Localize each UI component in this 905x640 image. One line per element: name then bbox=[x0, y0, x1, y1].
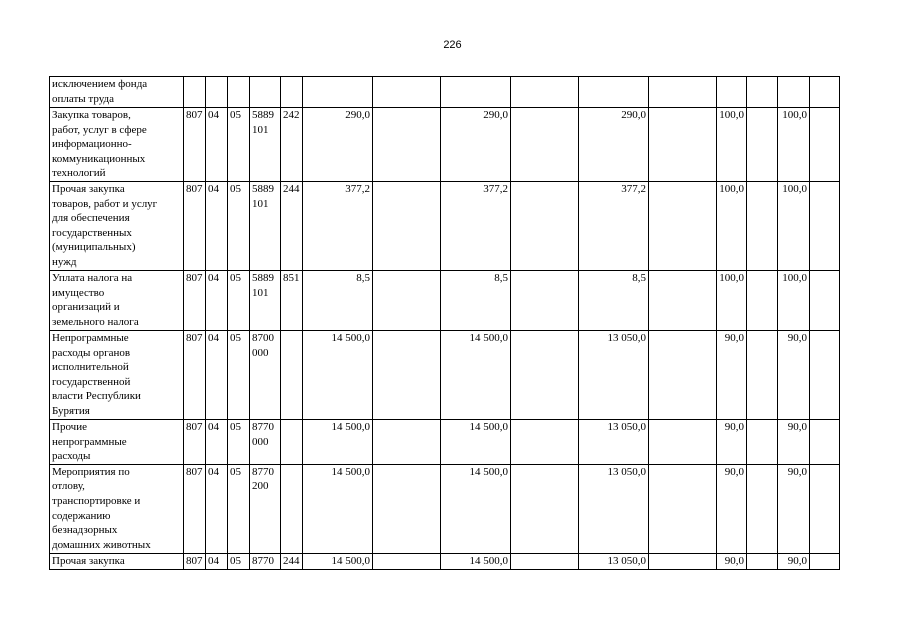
empty-cell bbox=[649, 553, 717, 569]
row-name: Прочая закупка bbox=[50, 553, 184, 569]
empty-cell bbox=[747, 420, 778, 465]
empty-cell bbox=[649, 271, 717, 331]
empty-cell bbox=[649, 182, 717, 271]
row-name: Уплата налога на имущество организаций и земельного налога bbox=[50, 271, 184, 331]
row-grbs-code bbox=[184, 77, 206, 108]
empty-cell bbox=[373, 331, 441, 420]
row-name: Мероприятия по отлову, транспортировке и содержанию безнадзорных домашних животных bbox=[50, 464, 184, 553]
row-sum-3: 13 050,0 bbox=[579, 331, 649, 420]
empty-cell bbox=[810, 464, 840, 553]
empty-cell bbox=[373, 182, 441, 271]
row-percent-1: 100,0 bbox=[717, 182, 747, 271]
row-percent-1: 100,0 bbox=[717, 108, 747, 182]
row-percent-2: 100,0 bbox=[778, 182, 810, 271]
table-row bbox=[50, 420, 840, 465]
empty-cell bbox=[649, 331, 717, 420]
empty-cell bbox=[511, 553, 579, 569]
empty-cell bbox=[747, 553, 778, 569]
row-subsection-code: 05 bbox=[228, 182, 250, 271]
row-sum-1: 14 500,0 bbox=[303, 420, 373, 465]
row-target-article: 8770 200 bbox=[250, 464, 281, 553]
empty-cell bbox=[810, 420, 840, 465]
empty-cell bbox=[810, 553, 840, 569]
empty-cell bbox=[649, 77, 717, 108]
row-sum-2: 14 500,0 bbox=[441, 464, 511, 553]
row-subsection-code: 05 bbox=[228, 108, 250, 182]
row-sum-1: 14 500,0 bbox=[303, 331, 373, 420]
row-sum-1: 14 500,0 bbox=[303, 553, 373, 569]
row-expense-type bbox=[281, 331, 303, 420]
empty-cell bbox=[511, 464, 579, 553]
row-percent-1: 100,0 bbox=[717, 271, 747, 331]
row-section-code: 04 bbox=[206, 271, 228, 331]
row-expense-type: 244 bbox=[281, 553, 303, 569]
row-expense-type: 244 bbox=[281, 182, 303, 271]
empty-cell bbox=[511, 331, 579, 420]
row-sum-2 bbox=[441, 77, 511, 108]
row-sum-2: 14 500,0 bbox=[441, 553, 511, 569]
row-sum-3: 13 050,0 bbox=[579, 553, 649, 569]
row-grbs-code: 807 bbox=[184, 420, 206, 465]
row-target-article: 8770 bbox=[250, 553, 281, 569]
empty-cell bbox=[373, 420, 441, 465]
row-sum-3: 290,0 bbox=[579, 108, 649, 182]
empty-cell bbox=[649, 420, 717, 465]
row-expense-type bbox=[281, 77, 303, 108]
row-sum-3: 13 050,0 bbox=[579, 420, 649, 465]
table-row bbox=[50, 271, 840, 331]
row-percent-2 bbox=[778, 77, 810, 108]
row-percent-2: 90,0 bbox=[778, 464, 810, 553]
row-grbs-code: 807 bbox=[184, 182, 206, 271]
row-sum-2: 377,2 bbox=[441, 182, 511, 271]
row-sum-1: 290,0 bbox=[303, 108, 373, 182]
row-sum-3: 8,5 bbox=[579, 271, 649, 331]
row-percent-2: 90,0 bbox=[778, 553, 810, 569]
row-sum-3: 377,2 bbox=[579, 182, 649, 271]
row-percent-2: 90,0 bbox=[778, 420, 810, 465]
row-target-article: 5889 101 bbox=[250, 108, 281, 182]
row-name: Непрограммные расходы органов исполнительной государственной власти Республики Бурятия bbox=[50, 331, 184, 420]
empty-cell bbox=[511, 271, 579, 331]
row-section-code bbox=[206, 77, 228, 108]
row-expense-type: 242 bbox=[281, 108, 303, 182]
row-sum-1: 8,5 bbox=[303, 271, 373, 331]
empty-cell bbox=[810, 271, 840, 331]
row-subsection-code bbox=[228, 77, 250, 108]
empty-cell bbox=[511, 77, 579, 108]
empty-cell bbox=[511, 420, 579, 465]
empty-cell bbox=[649, 108, 717, 182]
row-name: Прочая закупка товаров, работ и услуг для обеспечения государственных (муниципальных) нужд bbox=[50, 182, 184, 271]
table-row bbox=[50, 77, 840, 108]
row-subsection-code: 05 bbox=[228, 420, 250, 465]
row-percent-2: 100,0 bbox=[778, 271, 810, 331]
empty-cell bbox=[810, 331, 840, 420]
table-row bbox=[50, 553, 840, 569]
empty-cell bbox=[373, 464, 441, 553]
row-section-code: 04 bbox=[206, 108, 228, 182]
row-sum-2: 14 500,0 bbox=[441, 420, 511, 465]
page-number: 226 bbox=[443, 39, 462, 51]
row-section-code: 04 bbox=[206, 331, 228, 420]
row-subsection-code: 05 bbox=[228, 271, 250, 331]
row-target-article: 8770 000 bbox=[250, 420, 281, 465]
row-target-article: 5889 101 bbox=[250, 182, 281, 271]
row-name: Закупка товаров, работ, услуг в сфере информационно- коммуникационных технологий bbox=[50, 108, 184, 182]
row-percent-1: 90,0 bbox=[717, 553, 747, 569]
row-subsection-code: 05 bbox=[228, 553, 250, 569]
row-grbs-code: 807 bbox=[184, 553, 206, 569]
empty-cell bbox=[747, 182, 778, 271]
row-target-article: 8700 000 bbox=[250, 331, 281, 420]
row-sum-3: 13 050,0 bbox=[579, 464, 649, 553]
row-percent-1 bbox=[717, 77, 747, 108]
row-grbs-code: 807 bbox=[184, 464, 206, 553]
row-sum-1 bbox=[303, 77, 373, 108]
row-grbs-code: 807 bbox=[184, 108, 206, 182]
row-grbs-code: 807 bbox=[184, 331, 206, 420]
table-row bbox=[50, 182, 840, 271]
table-row bbox=[50, 108, 840, 182]
empty-cell bbox=[747, 108, 778, 182]
empty-cell bbox=[373, 77, 441, 108]
empty-cell bbox=[373, 553, 441, 569]
row-expense-type: 851 bbox=[281, 271, 303, 331]
row-sum-1: 14 500,0 bbox=[303, 464, 373, 553]
row-subsection-code: 05 bbox=[228, 464, 250, 553]
empty-cell bbox=[810, 77, 840, 108]
empty-cell bbox=[747, 464, 778, 553]
table-row bbox=[50, 464, 840, 553]
row-expense-type bbox=[281, 420, 303, 465]
empty-cell bbox=[747, 331, 778, 420]
row-name: исключением фонда оплаты труда bbox=[50, 77, 184, 108]
empty-cell bbox=[810, 108, 840, 182]
table-row bbox=[50, 331, 840, 420]
empty-cell bbox=[511, 108, 579, 182]
row-target-article bbox=[250, 77, 281, 108]
empty-cell bbox=[373, 108, 441, 182]
row-sum-2: 290,0 bbox=[441, 108, 511, 182]
row-section-code: 04 bbox=[206, 464, 228, 553]
empty-cell bbox=[747, 77, 778, 108]
empty-cell bbox=[649, 464, 717, 553]
row-sum-2: 14 500,0 bbox=[441, 331, 511, 420]
row-section-code: 04 bbox=[206, 553, 228, 569]
row-percent-1: 90,0 bbox=[717, 331, 747, 420]
row-target-article: 5889 101 bbox=[250, 271, 281, 331]
empty-cell bbox=[373, 271, 441, 331]
row-subsection-code: 05 bbox=[228, 331, 250, 420]
row-name: Прочие непрограммные расходы bbox=[50, 420, 184, 465]
row-section-code: 04 bbox=[206, 182, 228, 271]
empty-cell bbox=[747, 271, 778, 331]
row-percent-1: 90,0 bbox=[717, 420, 747, 465]
row-sum-1: 377,2 bbox=[303, 182, 373, 271]
row-percent-1: 90,0 bbox=[717, 464, 747, 553]
row-expense-type bbox=[281, 464, 303, 553]
row-sum-3 bbox=[579, 77, 649, 108]
empty-cell bbox=[810, 182, 840, 271]
budget-table bbox=[49, 76, 840, 570]
empty-cell bbox=[511, 182, 579, 271]
row-section-code: 04 bbox=[206, 420, 228, 465]
row-percent-2: 90,0 bbox=[778, 331, 810, 420]
row-sum-2: 8,5 bbox=[441, 271, 511, 331]
row-grbs-code: 807 bbox=[184, 271, 206, 331]
row-percent-2: 100,0 bbox=[778, 108, 810, 182]
